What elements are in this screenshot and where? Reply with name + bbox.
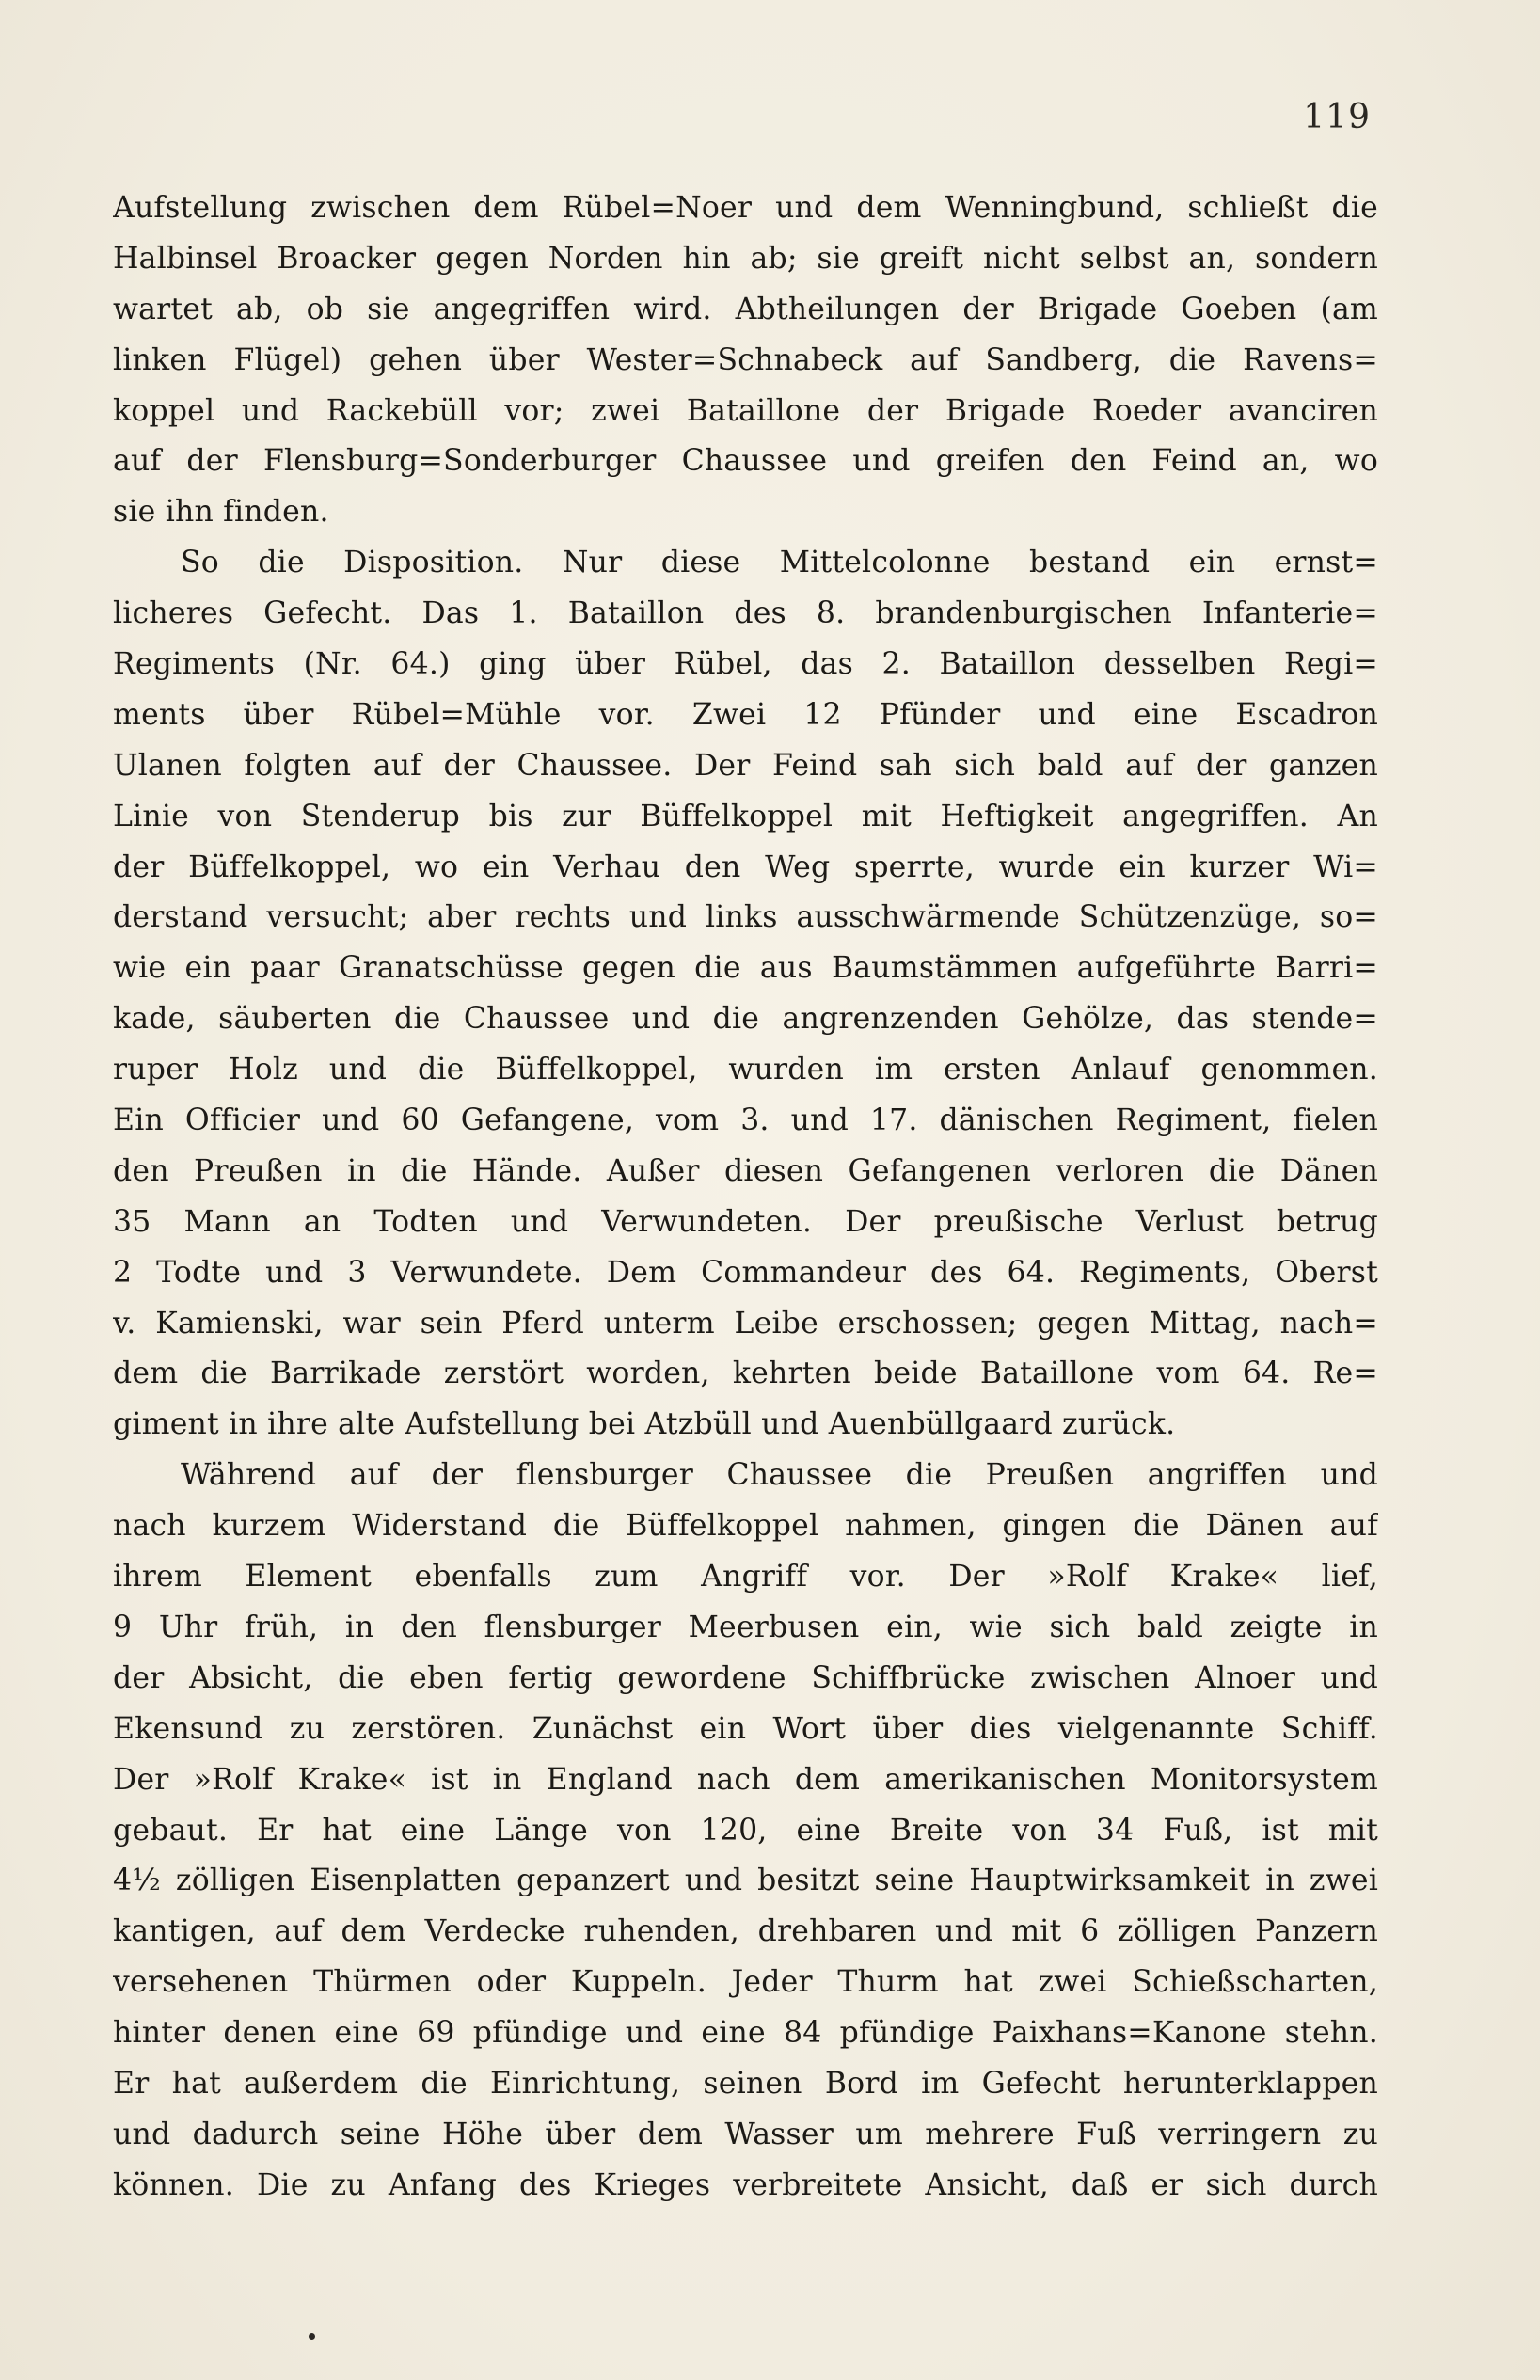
text-line: Linie von Stenderup bis zur Büffelkoppel mit Heftigkeit angegriffen. An: [113, 799, 1378, 833]
text-line: kantigen, auf dem Verdecke ruhenden, drehbaren und mit 6 zölligen Panzern: [113, 1914, 1378, 1949]
paragraph-start-line: So die Disposition. Nur diese Mittelcolonne bestand ein ernst=: [181, 546, 1378, 580]
text-line: ihrem Element ebenfalls zum Angriff vor. Der »Rolf Krake« lief,: [113, 1560, 1378, 1595]
text-line: den Preußen in die Hände. Außer diesen Gefangenen verloren die Dänen: [113, 1153, 1378, 1188]
text-line: der Büffelkoppel, wo ein Verhau den Weg sperrte, wurde ein kurzer Wi=: [113, 849, 1378, 884]
text-line: ruper Holz und die Büffelkoppel, wurden im ersten Anlauf genommen.: [113, 1053, 1378, 1087]
text-line: 4½ zölligen Eisenplatten gepanzert und besitzt seine Hauptwirksamkeit in zwei: [113, 1864, 1378, 1898]
text-line: wie ein paar Granatschüsse gegen die aus Baumstämmen aufgeführte Barri=: [113, 951, 1378, 986]
text-line: hinter denen eine 69 pfündige und eine 84 pfündige Paixhans=Kanone stehn.: [113, 2016, 1378, 2051]
text-line: sie ihn finden.: [113, 495, 329, 530]
text-line: Halbinsel Broacker gegen Norden hin ab; sie greift nicht selbst an, sondern: [113, 241, 1378, 276]
text-line: derstand versucht; aber rechts und links ausschwärmende Schützenzüge, so=: [113, 900, 1378, 935]
text-line: 2 Todte und 3 Verwundete. Dem Commandeur des 64. Regiments, Oberst: [113, 1255, 1378, 1290]
text-line: Ein Officier und 60 Gefangene, vom 3. und 17. dänischen Regiment, fielen: [113, 1103, 1378, 1138]
text-line: linken Flügel) gehen über Wester=Schnabeck auf Sandberg, die Ravens=: [113, 342, 1378, 377]
page-number: 119: [1303, 98, 1371, 136]
text-line: der Absicht, die eben fertig gewordene Schiffbrücke zwischen Alnoer und: [113, 1660, 1378, 1695]
text-line: Er hat außerdem die Einrichtung, seinen Bord im Gefecht herunterklappen: [113, 2066, 1378, 2101]
text-line: und dadurch seine Höhe über dem Wasser um mehrere Fuß verringern zu: [113, 2117, 1378, 2151]
text-line: koppel und Rackebüll vor; zwei Bataillone der Brigade Roeder avanciren: [113, 393, 1378, 428]
text-line: 9 Uhr früh, in den flensburger Meerbusen ein, wie sich bald zeigte in: [113, 1610, 1378, 1644]
text-line: Ekensund zu zerstören. Zunächst ein Wort über dies vielgenannte Schiff.: [113, 1711, 1378, 1746]
text-line: Der »Rolf Krake« ist in England nach dem amerikanischen Monitorsystem: [113, 1762, 1378, 1797]
text-line: Ulanen folgten auf der Chaussee. Der Feind sah sich bald auf der ganzen: [113, 748, 1378, 783]
text-line: gebaut. Er hat eine Länge von 120, eine Breite von 34 Fuß, ist mit: [113, 1813, 1378, 1848]
text-line: können. Die zu Anfang des Krieges verbreitete Ansicht, daß er sich durch: [113, 2167, 1378, 2202]
text-line: dem die Barrikade zerstört worden, kehrten beide Bataillone vom 64. Re=: [113, 1357, 1378, 1391]
text-line: ments über Rübel=Mühle vor. Zwei 12 Pfünder und eine Escadron: [113, 697, 1378, 732]
text-line: Regiments (Nr. 64.) ging über Rübel, das 2. Bataillon desselben Regi=: [113, 647, 1378, 682]
text-line: 35 Mann an Todten und Verwundeten. Der preußische Verlust betrug: [113, 1204, 1378, 1239]
text-line: giment in ihre alte Aufstellung bei Atzbüll und Auenbüllgaard zurück.: [113, 1407, 1176, 1442]
text-line: Aufstellung zwischen dem Rübel=Noer und dem Wenningbund, schließt die: [113, 191, 1378, 225]
text-line: licheres Gefecht. Das 1. Bataillon des 8. brandenburgischen Infanterie=: [113, 596, 1378, 631]
text-line: versehenen Thürmen oder Kuppeln. Jeder Thurm hat zwei Schießscharten,: [113, 1965, 1378, 2000]
text-line: wartet ab, ob sie angegriffen wird. Abtheilungen der Brigade Goeben (am: [113, 292, 1378, 326]
ink-speck: [309, 2333, 315, 2340]
text-line: nach kurzem Widerstand die Büffelkoppel nahmen, gingen die Dänen auf: [113, 1509, 1378, 1544]
text-line: kade, säuberten die Chaussee und die angrenzenden Gehölze, das stende=: [113, 1002, 1378, 1037]
body-text: [113, 183, 1378, 2212]
text-line: auf der Flensburg=Sonderburger Chaussee und greifen den Feind an, wo: [113, 444, 1378, 479]
paragraph-start-line: Während auf der flensburger Chaussee die Preußen angriffen und: [181, 1458, 1378, 1493]
text-line: v. Kamienski, war sein Pferd unterm Leibe erschossen; gegen Mittag, nach=: [113, 1306, 1378, 1341]
